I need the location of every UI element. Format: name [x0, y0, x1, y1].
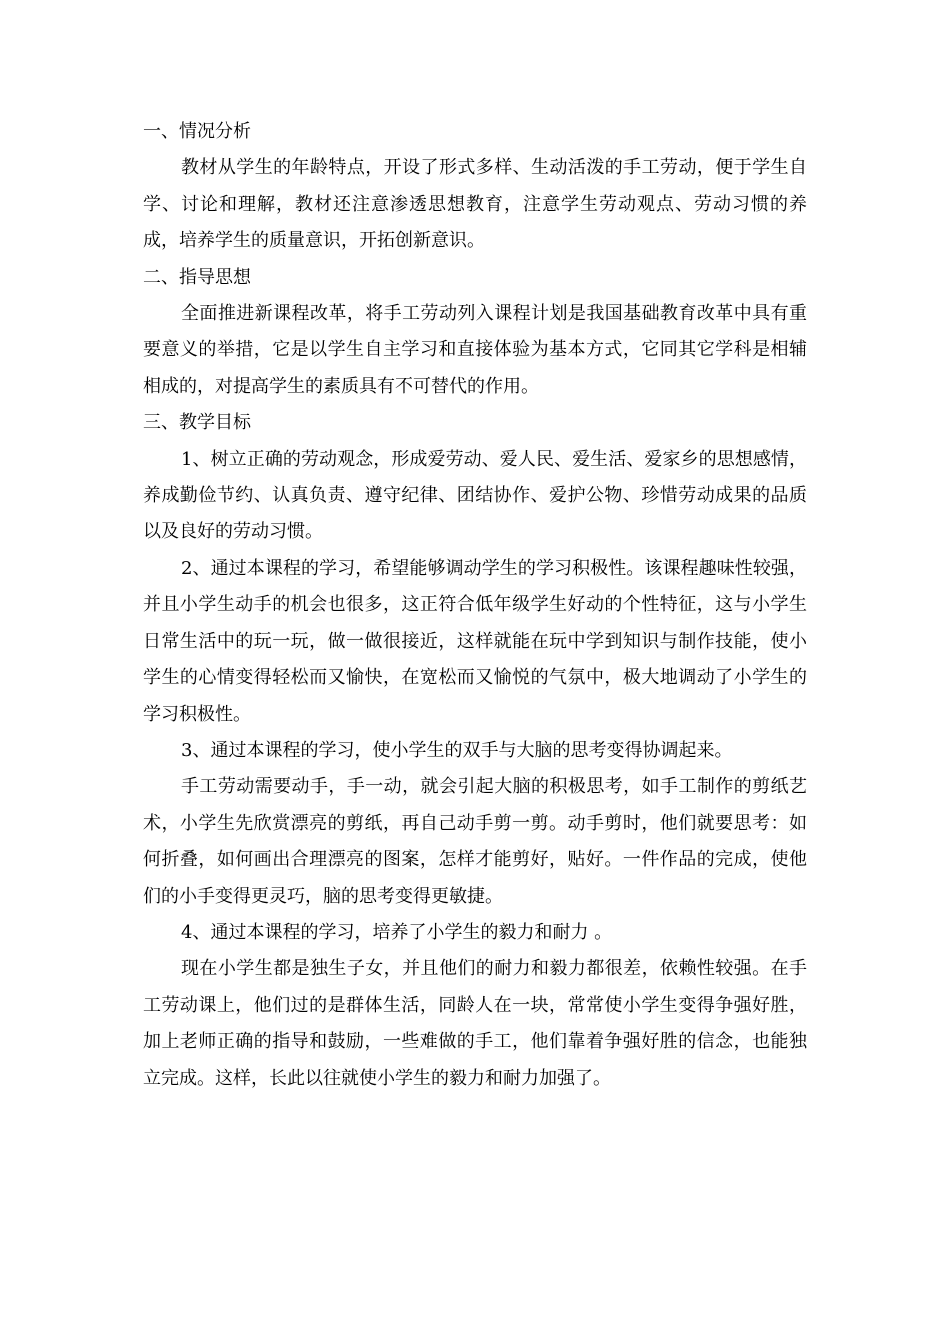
paragraph-goal-3-detail: 手工劳动需要动手，手一动，就会引起大脑的积极思考，如手工制作的剪纸艺术，小学生先欣赏漂亮的剪纸，再自己动手剪一剪。动手剪时，他们就要思考：如何折叠，如何画出合理漂亮的图案，怎样才能剪好，贴好。一件作品的完成，使他们的小手变得更灵巧，脑的思考变得更敏捷。 — [143, 776, 807, 907]
section-heading-teaching-goals: 三、教学目标 — [143, 412, 251, 434]
paragraph-goal-4-detail: 现在小学生都是独生子女，并且他们的耐力和毅力都很差，依赖性较强。在手工劳动课上，他们过的是群体生活，同龄人在一块，常常使小学生变得争强好胜，加上老师正确的指导和鼓励，一些难做的手工，他们靠着争强好胜的信念，也能独立完成。这样，长此以往就使小学生的毅力和耐力加强了。 — [143, 958, 807, 1089]
paragraph-goal-3: 3、通过本课程的学习，使小学生的双手与大脑的思考变得协调起来。 — [181, 739, 733, 761]
document-body — [143, 114, 807, 1097]
paragraph-goal-1: 1、树立正确的劳动观念，形成爱劳动、爱人民、爱生活、爱家乡的思想感情，养成勤俭节约、认真负责、遵守纪律、团结协作、爱护公物、珍惜劳动成果的品质以及良好的劳动习惯。 — [143, 448, 807, 543]
section-heading-analysis: 一、情况分析 — [143, 121, 251, 142]
paragraph-analysis: 教材从学生的年龄特点，开设了形式多样、生动活泼的手工劳动，便于学生自学、讨论和理解，教材还注意渗透思想教育，注意学生劳动观点、劳动习惯的养成，培养学生的质量意识，开拓创新意识。 — [143, 157, 807, 252]
section-heading-guiding-ideas: 二、指导思想 — [143, 266, 251, 288]
paragraph-goal-4: 4、通过本课程的学习，培养了小学生的毅力和耐力 。 — [181, 921, 613, 943]
paragraph-goal-2: 2、通过本课程的学习，希望能够调动学生的学习积极性。该课程趣味性较强，并且小学生动手的机会也很多，这正符合低年级学生好动的个性特征，这与小学生日常生活中的玩一玩，做一做很接近，这样就能在玩中学到知识与制作技能，使小学生的心情变得轻松而又愉快，在宽松而又愉悦的气氛中，极大地调动了小学生的学习积极性。 — [143, 557, 807, 725]
paragraph-guiding-ideas: 全面推进新课程改革，将手工劳动列入课程计划是我国基础教育改革中具有重要意义的举措，它是以学生自主学习和直接体验为基本方式，它同其它学科是相辅相成的，对提高学生的素质具有不可替代的作用。 — [143, 303, 807, 397]
